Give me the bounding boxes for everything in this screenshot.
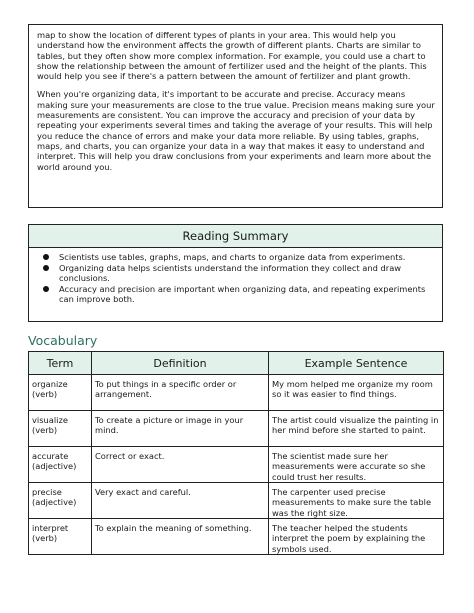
term-cell: precise (adjective) [29,483,92,519]
column-header-definition: Definition [92,352,269,375]
summary-bullet-text: Scientists use tables, graphs, maps, and charts to organize data from experiments. [59,252,406,262]
example-cell: The artist could visualize the painting in her mind before she started to paint. [269,411,444,447]
bullet-icon [43,254,49,260]
bullet-icon [43,265,49,271]
vocabulary-table [28,351,444,555]
definition-cell: To create a picture or image in your mind. [92,411,269,447]
definition-cell: To explain the meaning of something. [92,519,269,555]
vocabulary-header-row [29,352,444,375]
table-row [29,519,444,555]
example-cell: The carpenter used precise measurements to make sure the table was the right size. [269,483,444,519]
summary-bullet-item [29,284,434,304]
example-cell: The teacher helped the students interpret the poem by explaining the symbols used. [269,519,444,555]
table-row [29,375,444,411]
reading-summary-box [28,224,443,322]
column-header-term: Term [29,352,92,375]
term-cell: visualize (verb) [29,411,92,447]
table-row [29,411,444,447]
table-row [29,483,444,519]
summary-list [29,252,442,304]
passage-paragraph-1: map to show the location of different types of plants in your area. This would help you understand how the environment affects the growth of different plants. Charts are similar to tables, but they often show more complex information. For example, you could use a chart to show the relationship between the amount of fertilizer used and the height of the plants. This would help you see if there's a pattern between the amount of fertilizer and plant growth. [37,30,427,82]
passage-paragraph-2: When you're organizing data, it's important to be accurate and precise. Accuracy means making sure your measurements are close to the true value. Precision means making sure your measurements are consistent. You can improve the accuracy and precision of your data by repeating your experiments several times and taking the average of your results. This will help you reduce the chance of errors and make your data more reliable. By using tables, graphs, maps, and charts, you can organize your data in a way that makes it easy to understand and interpret. This will help you draw conclusions from your experiments and learn more about the world around you. [37,89,435,172]
definition-cell: Correct or exact. [92,447,269,483]
table-row [29,447,444,483]
summary-bullet-item [29,263,434,283]
summary-bullet-text: Accuracy and precision are important when organizing data, and repeating experiments can improve both. [59,284,426,304]
summary-bullet-item [29,252,434,262]
definition-cell: To put things in a specific order or arrangement. [92,375,269,411]
vocabulary-heading: Vocabulary [28,333,98,348]
bullet-icon [43,286,49,292]
definition-cell: Very exact and careful. [92,483,269,519]
term-cell: accurate (adjective) [29,447,92,483]
term-cell: interpret (verb) [29,519,92,555]
column-header-example: Example Sentence [269,352,444,375]
example-cell: The scientist made sure her measurements were accurate so she could trust her results. [269,447,444,483]
term-cell: organize (verb) [29,375,92,411]
example-cell: My mom helped me organize my room so it was easier to find things. [269,375,444,411]
reading-summary-title: Reading Summary [29,225,442,248]
passage-box [28,24,443,208]
summary-bullet-text: Organizing data helps scientists understand the information they collect and draw conclusions. [59,263,402,283]
